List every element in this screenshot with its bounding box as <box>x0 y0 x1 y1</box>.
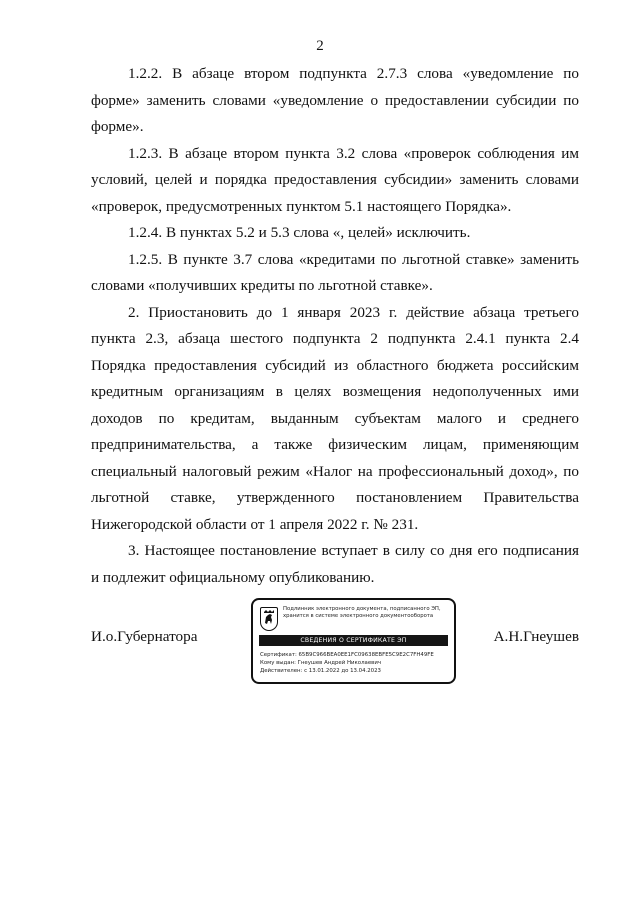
paragraph-1-2-4: 1.2.4. В пунктах 5.2 и 5.3 слова «, целей» исключить. <box>128 224 471 241</box>
stamp-validity: Действителен: с 13.01.2022 до 13.04.2023 <box>260 668 381 674</box>
coat-of-arms-icon <box>260 607 278 631</box>
signer-position: И.о.Губернатора <box>91 628 198 645</box>
stamp-title-bar: СВЕДЕНИЯ О СЕРТИФИКАТЕ ЭП <box>259 635 448 646</box>
paragraph-1-2-2: 1.2.2. В абзаце втором подпункта 2.7.3 слова «уведомление по форме» заменить словами «уведомление о предоставлении субсидии по форме». <box>91 65 579 135</box>
paragraph-2: 2. Приостановить до 1 января 2023 г. действие абзаца третьего пункта 2.3, абзаца шестого подпункта 2 подпункта 2.4.1 пункта 2.4 Порядка предоставления субсидий из областного бюджета российским кредитным организациям в целях возмещения недополученных ими доходов по кредитам, выданным субъектам малого и среднего предпринимательства, а также физическим лицам, применяющим специальный налоговый режим «Налог на профессиональный доход», по льготной ставке, утвержденного постановлением Правительства Нижегородской области от 1 апреля 2022 г. № 231. <box>91 303 579 533</box>
paragraph-3: 3. Настоящее постановление вступает в силу со дня его подписания и подлежит официальному опубликованию. <box>91 542 579 586</box>
signature-block <box>91 598 579 688</box>
paragraph-1-2-3: 1.2.3. В абзаце втором пункта 3.2 слова «проверок соблюдения им условий, целей и порядка предоставления субсидии» заменить словами «проверок, предусмотренных пунктом 5.1 настоящего Порядка». <box>91 144 579 215</box>
paragraph-1-2-5: 1.2.5. В пункте 3.7 слова «кредитами по льготной ставке» заменить словами «получивших кредиты по льготной ставке». <box>91 250 579 294</box>
page-number: 2 <box>316 38 324 54</box>
stamp-details <box>260 651 450 675</box>
electronic-signature-stamp <box>251 598 456 684</box>
stamp-certificate: Сертификат: 65B9C966BEA0EE1FC09638EBFE5C9E2C7FH49FE <box>260 652 434 658</box>
signer-name: А.Н.Гнеушев <box>493 628 579 645</box>
stamp-header-text: Подлинник электронного документа, подписанного ЭП, хранится в системе электронного документооборота <box>283 606 441 619</box>
stamp-issued-to: Кому выдан: Гнеушев Андрей Николаевич <box>260 660 382 666</box>
document-body <box>91 61 579 591</box>
